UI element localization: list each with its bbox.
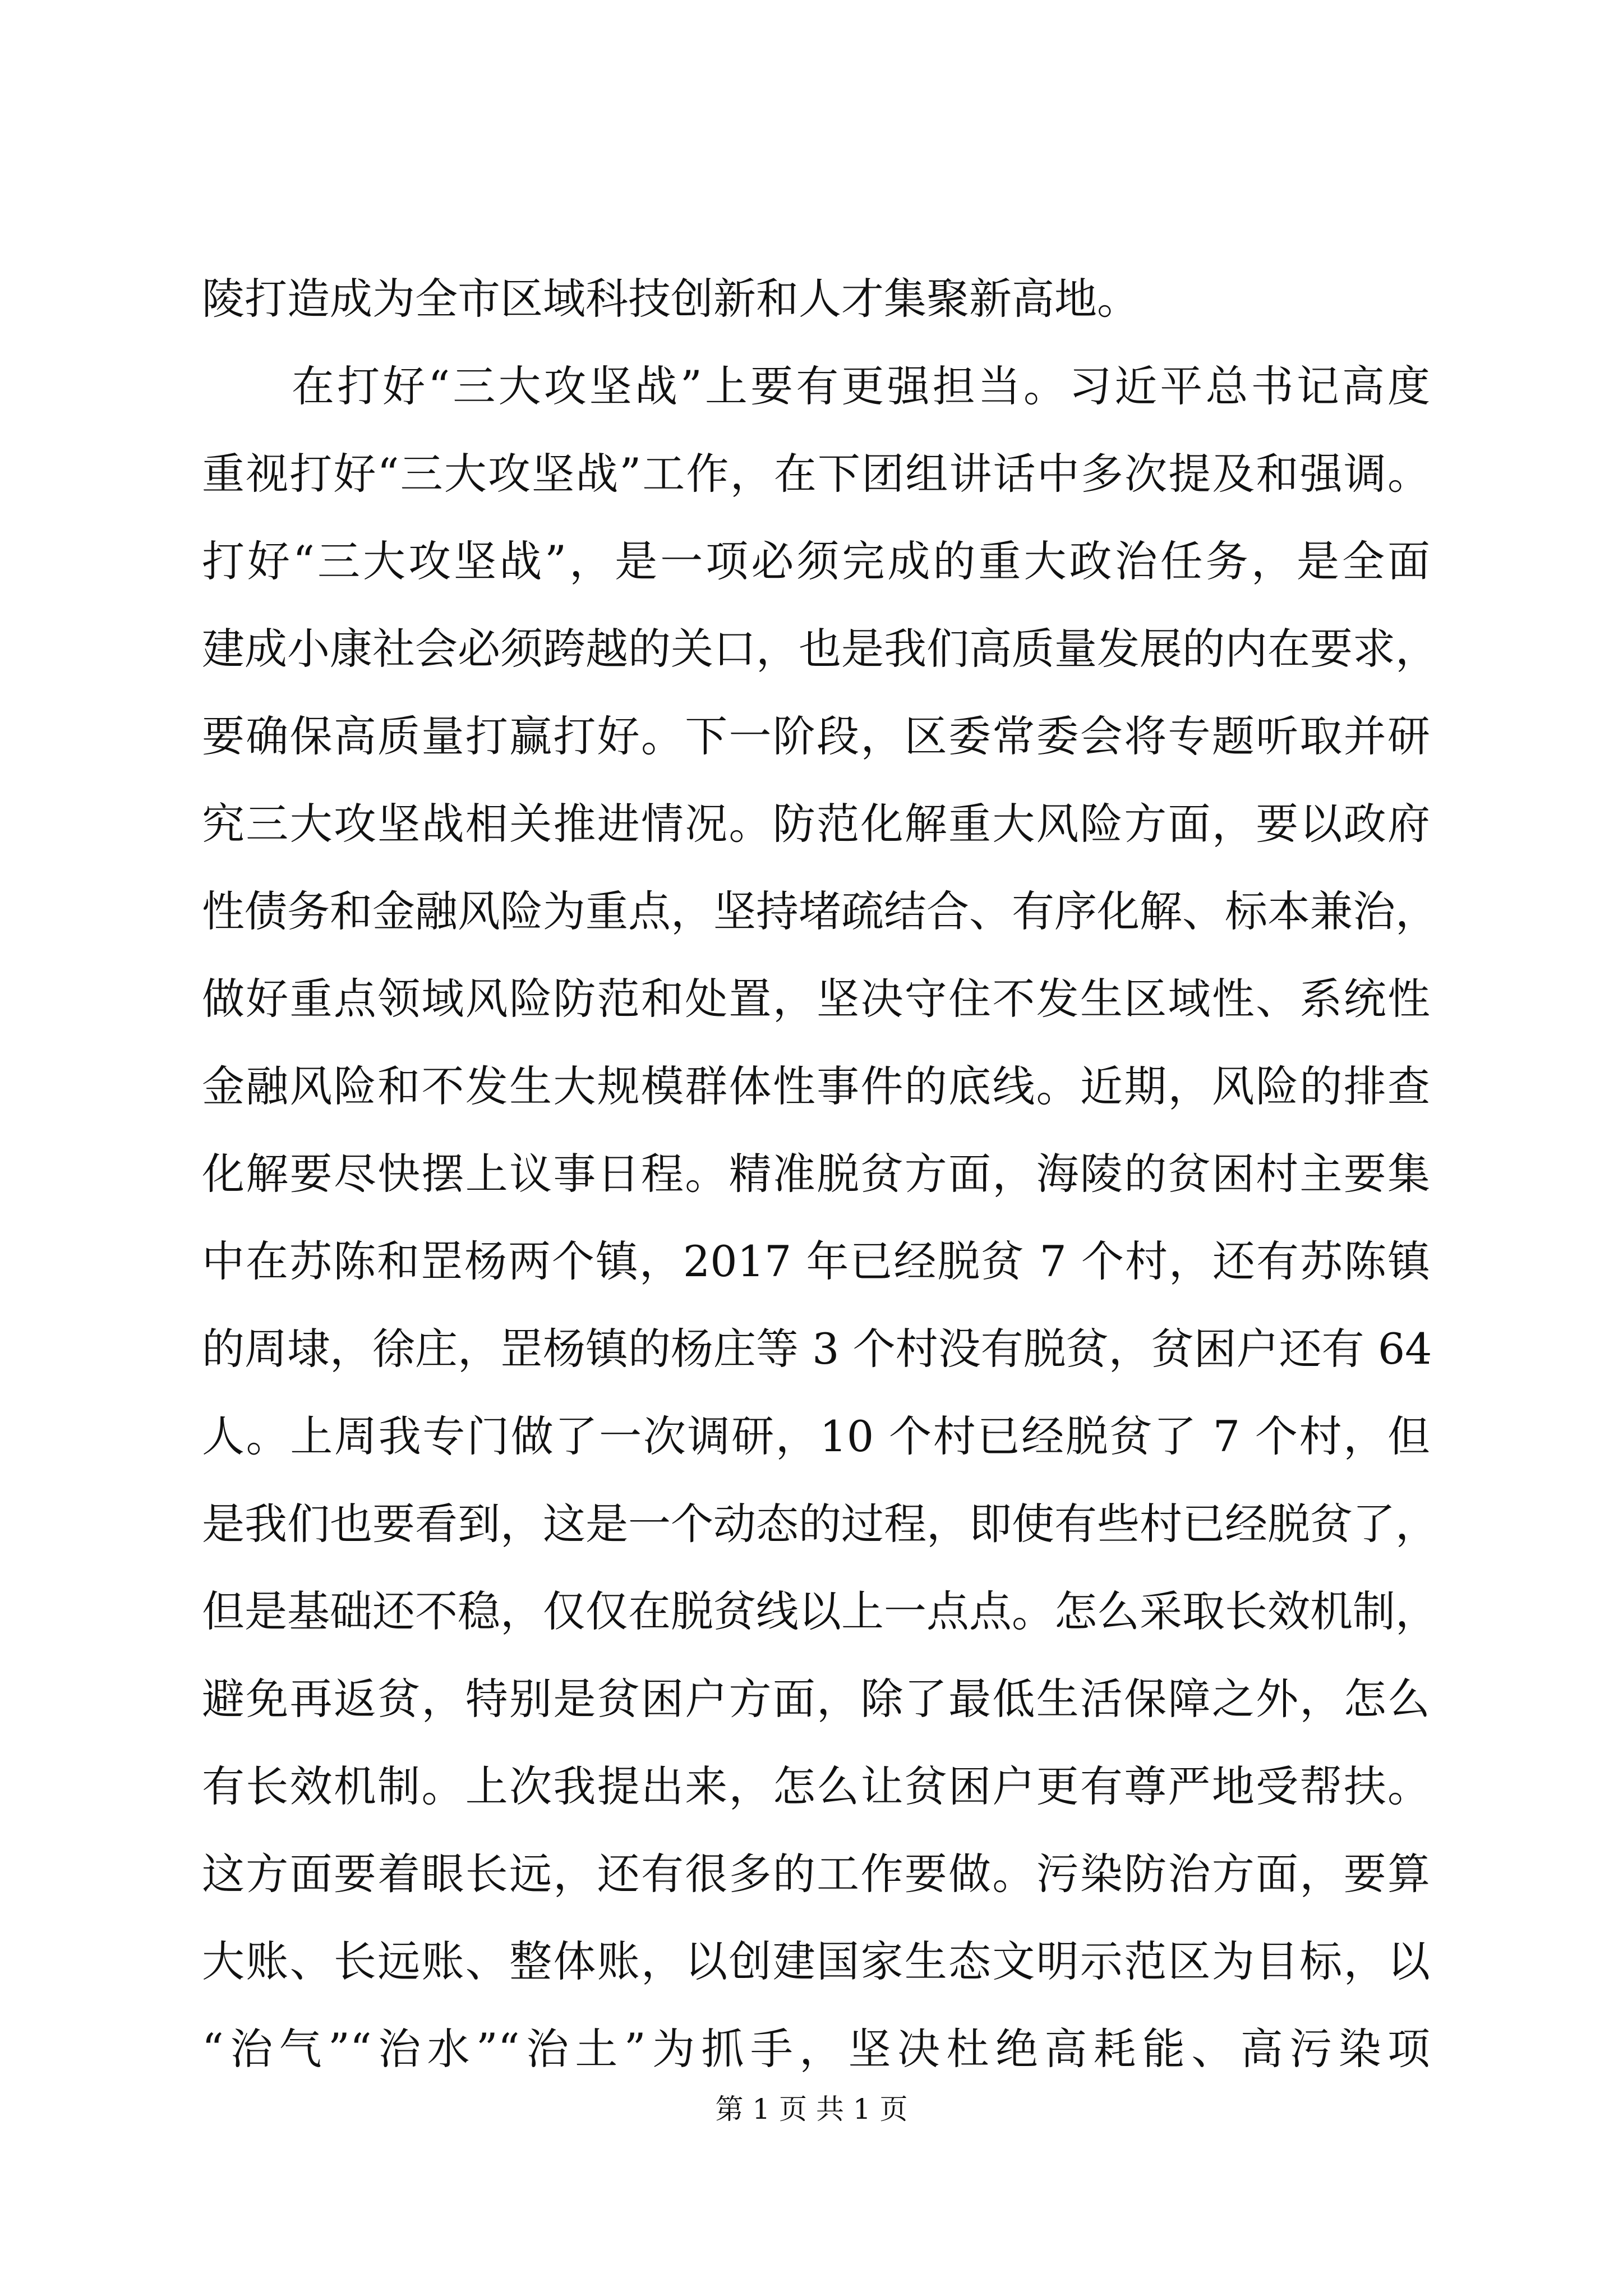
paragraph-line: 重视打好“三大攻坚战”工作，在下团组讲话中多次提及和强调。 xyxy=(202,449,1430,499)
paragraph-line: 打好“三大攻坚战”，是一项必须完成的重大政治任务，是全面 xyxy=(202,536,1430,586)
paragraph-line: 是我们也要看到，这是一个动态的过程，即使有些村已经脱贫了， xyxy=(202,1499,1438,1549)
paragraph-line: 陵打造成为全市区域科技创新和人才集聚新高地。 xyxy=(202,274,1140,324)
paragraph-line: 究三大攻坚战相关推进情况。防范化解重大风险方面，要以政府 xyxy=(202,799,1430,849)
paragraph-line: 避免再返贫，特别是贫困户方面，除了最低生活保障之外，怎么 xyxy=(202,1674,1430,1724)
paragraph-line: 要确保高质量打赢打好。下一阶段，区委常委会将专题听取并研 xyxy=(202,711,1430,761)
paragraph-line: 有长效机制。上次我提出来，怎么让贫困户更有尊严地受帮扶。 xyxy=(202,1761,1430,1811)
paragraph-line: “治气”“治水”“治土”为抓手，坚决杜绝高耗能、高污染项 xyxy=(202,2024,1430,2074)
paragraph-line: 的周埭，徐庄，罡杨镇的杨庄等 3 个村没有脱贫，贫困户还有 64 xyxy=(202,1324,1432,1374)
page-footer xyxy=(0,2090,1623,2129)
paragraph-line: 大账、长远账、整体账，以创建国家生态文明示范区为目标，以 xyxy=(202,1936,1430,1986)
paragraph-line: 做好重点领域风险防范和处置，坚决守住不发生区域性、系统性 xyxy=(202,974,1430,1024)
paragraph-line: 这方面要着眼长远，还有很多的工作要做。污染防治方面，要算 xyxy=(202,1849,1430,1899)
paragraph-line: 人。上周我专门做了一次调研，10 个村已经脱贫了 7 个村，但 xyxy=(202,1411,1430,1461)
paragraph-line: 在打好“三大攻坚战”上要有更强担当。习近平总书记高度 xyxy=(292,361,1430,411)
page-number-label: 第 1 页 共 1 页 xyxy=(715,2093,908,2125)
document-body xyxy=(202,255,1438,2093)
paragraph-line: 但是基础还不稳，仅仅在脱贫线以上一点点。怎么采取长效机制， xyxy=(202,1586,1438,1636)
paragraph-line: 建成小康社会必须跨越的关口，也是我们高质量发展的内在要求， xyxy=(202,624,1438,674)
paragraph-line: 性债务和金融风险为重点，坚持堵疏结合、有序化解、标本兼治， xyxy=(202,886,1438,936)
paragraph-line: 化解要尽快摆上议事日程。精准脱贫方面，海陵的贫困村主要集 xyxy=(202,1149,1430,1199)
paragraph-line: 中在苏陈和罡杨两个镇，2017 年已经脱贫 7 个村，还有苏陈镇 xyxy=(202,1236,1430,1286)
paragraph-line: 金融风险和不发生大规模群体性事件的底线。近期，风险的排查 xyxy=(202,1061,1430,1111)
